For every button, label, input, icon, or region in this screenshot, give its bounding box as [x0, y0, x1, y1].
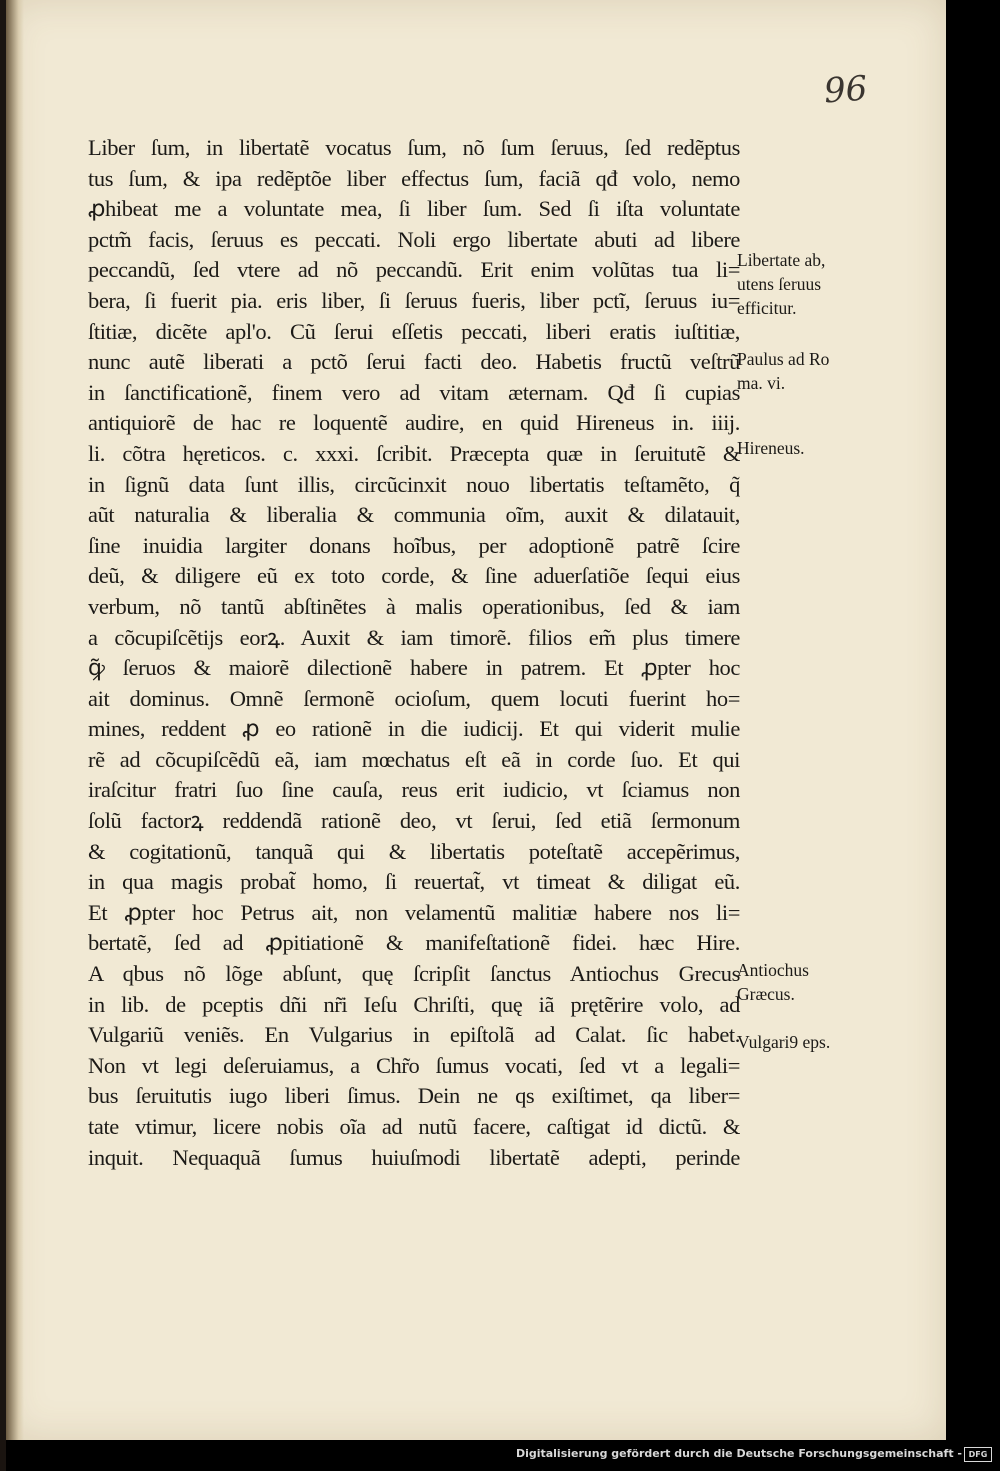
margin-note-line: efficitur.	[737, 298, 797, 318]
text-line: li. cõtra hęreticos. c. xxxi. ſcribit. Præcepta quæ in ſeruitutẽ &	[88, 440, 740, 466]
dfg-logo: DFG	[964, 1447, 992, 1462]
text-line: tus ſum, & ipa redẽptõe liber effectus ſum, faciã qđ volo, nemo	[88, 165, 740, 191]
margin-note-line: Paulus ad Ro	[737, 349, 830, 369]
text-line: mines, reddent ꝓ eo rationẽ in die iudicij. Et qui viderit mulie	[88, 716, 740, 742]
text-line: Liber ſum, in libertatẽ vocatus ſum, nõ ſum ſeruus, ſed redẽptus	[88, 135, 740, 160]
text-line: rẽ ad cõcupiſcẽdũ eã, iam mœchatus eſt eã in corde ſuo. Et qui	[88, 746, 740, 772]
text-line: Non vt legi deſeruiamus, a Chr̃o ſumus vocati, ſed vt a legali=	[88, 1052, 740, 1078]
text-line: A qbus nõ lõge abſunt, quę ſcripſit ſanctus Antiochus Grecus	[88, 961, 740, 987]
book-page	[6, 0, 946, 1440]
text-line: Vulgariũ veniẽs. En Vulgarius in epiſtolã ad Calat. ſic habet.	[88, 1022, 740, 1048]
text-line: bera, ſi fuerit pia. eris liber, ſi ſeruus fueris, liber pctĩ, ſeruus iu=	[88, 287, 740, 313]
text-line: & cogitationũ, tanquã qui & libertatis poteſtatẽ accepẽrimus,	[88, 838, 740, 864]
text-line: ꝓhibeat me a voluntate mea, ſi liber ſum. Sed ſi iſta voluntate	[88, 196, 740, 222]
text-line: aũt naturalia & liberalia & communia oĩm, auxit & dilatauit,	[88, 502, 740, 528]
text-line: in lib. de pceptis dñi nr̃i Ieſu Chriſti, quę iã prętẽrire volo, ad	[88, 991, 740, 1017]
text-line: Et ꝓpter hoc Petrus ait, non velamentũ malitiæ habere nos li=	[88, 899, 740, 925]
margin-note-line: Hireneus.	[737, 438, 805, 458]
page-gutter-shadow	[6, 0, 24, 1440]
text-line: in ſanctificationẽ, finem vero ad vitam æternam. Qđ ſi cupias	[88, 379, 740, 405]
margin-note-paulus	[737, 347, 829, 395]
margin-note-line: Vulgari9 eps.	[737, 1032, 831, 1052]
digitization-footer	[0, 1440, 1000, 1471]
text-line: iraſcitur fratri ſuo ſine cauſa, reus erit iudicio, vt ſciamus non	[88, 777, 740, 803]
text-line: antiquiorẽ de hac re loquentẽ audire, en quid Hireneus in. iiij.	[88, 410, 740, 436]
text-line: inquit. Nequaquã ſumus huiuſmodi libertatẽ adepti, perinde	[88, 1144, 740, 1170]
margin-note-line: ma. vi.	[737, 373, 786, 393]
margin-note-libertate	[737, 248, 825, 320]
main-text-block	[88, 133, 740, 1173]
text-line: ſolũ factorꝝ reddendã rationẽ deo, vt ſerui, ſed etiã ſermonum	[88, 808, 740, 834]
text-line: bus ſeruitutis iugo liberi ſimus. Dein ne qs exiſtimet, qa liber=	[88, 1083, 740, 1109]
folio-number: 96	[822, 68, 869, 112]
text-line: tate vtimur, licere nobis oĩa ad nutũ facere, caſtigat id dictũ. &	[88, 1114, 740, 1139]
text-line: peccandũ, ſed vtere ad nõ peccandũ. Erit enim volũtas tua li=	[88, 257, 740, 283]
text-line: deũ, & diligere eũ ex toto corde, & ſine aduerſatiõe ſequi eius	[88, 563, 740, 589]
text-line: in ſignũ data ſunt illis, circũcinxit nouo libertatis teſtamẽto, q̃	[88, 471, 740, 497]
text-line: verbum, nõ tantũ abſtinẽtes à malis operationibus, ſed & iam	[88, 593, 740, 619]
margin-note-line: Antiochus	[737, 960, 809, 980]
text-line: ſtitiæ, dicẽte apl'o. Cũ ſerui eſſetis peccati, liberi eratis iuſtitiæ,	[88, 318, 740, 344]
text-line: bertatẽ, ſed ad ꝓpitiationẽ & manifeſtationẽ fidei. hæc Hire.	[88, 930, 740, 956]
text-line: ꝙ̃ ſeruos & maiorẽ dilectionẽ habere in patrem. Et ꝓpter hoc	[88, 655, 740, 681]
text-line: ait dominus. Omnẽ ſermonẽ ocioſum, quem locuti fuerint ho=	[88, 685, 740, 711]
text-line: ſine inuidia largiter donans hoĩbus, per adoptionẽ patrẽ ſcire	[88, 532, 740, 558]
funding-notice: Digitalisierung gefördert durch die Deutsche Forschungsgemeinschaft -	[515, 1447, 962, 1460]
margin-note-vulgarius	[737, 1030, 830, 1054]
text-line: pctm̃ facis, ſeruus es peccati. Noli ergo libertate abuti ad libere	[88, 226, 740, 252]
margin-note-line: Græcus.	[737, 984, 795, 1004]
margin-note-line: Libertate ab,	[737, 250, 826, 270]
text-line: a cõcupiſcẽtijs eorꝝ. Auxit & iam timorẽ. filios em̃ plus timere	[88, 624, 740, 650]
margin-note-antiochus	[737, 958, 809, 1006]
margin-note-line: utens ſeruus	[737, 274, 822, 294]
text-line: nunc autẽ liberati a pctõ ſerui facti deo. Habetis fructũ veſtrũ	[88, 349, 740, 375]
margin-note-hireneus	[737, 436, 805, 460]
text-line: in qua magis probat̃ homo, ſi reuertat̃, vt timeat & diligat eũ.	[88, 869, 740, 895]
